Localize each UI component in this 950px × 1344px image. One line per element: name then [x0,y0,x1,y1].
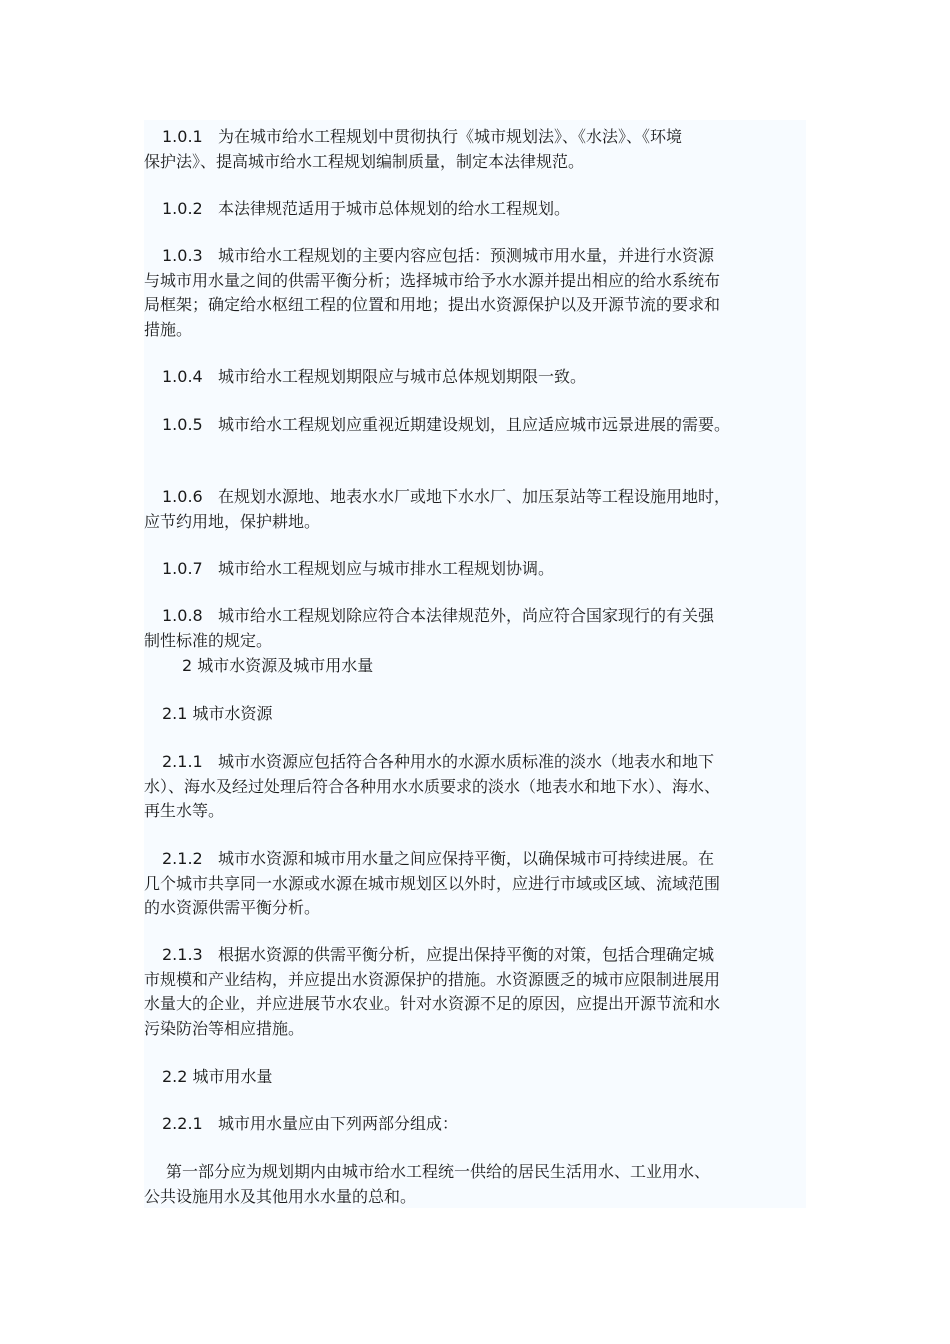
clause-number: 1.0.6 [162,487,203,506]
paragraph-text-line: 第一部分应为规划期内由城市给水工程统一供给的居民生活用水、工业用水、 [166,1162,711,1181]
paragraph-text-line: 公共设施用水及其他用水水量的总和。 [144,1186,417,1206]
clause-text-line: 制性标准的规定。 [144,630,273,650]
clause-text-line: 的水资源供需平衡分析。 [144,898,321,917]
clause-text-line: 保护法》、提高城市给水工程规划编制质量，制定本法律规范。 [144,151,585,171]
clause-text-line: 为在城市给水工程规划中贯彻执行《城市规划法》、《水法》、《环境 [217,127,682,146]
clause-number: 1.0.8 [162,606,203,625]
clause-text-line: 再生水等。 [144,801,225,820]
clause-1-0-5 [144,413,820,438]
clause-text-line: 措施。 [144,319,193,339]
document-body [144,120,806,1208]
clause-text-line: 水量大的企业，并应进展节水农业。针对水资源不足的原因，应提出开源节流和水 [144,994,721,1013]
clause-text-line: 城市用水量应由下列两部分组成： [217,1114,458,1133]
clause-text-line: 局框架；确定给水枢纽工程的位置和用地；提出水资源保护以及开源节流的要求和 [144,295,721,314]
clause-number: 1.0.2 [162,199,203,218]
clause-number: 2.1.3 [162,945,203,964]
clause-2-1-3 [144,943,820,1041]
clause-text-line: 城市给水工程规划除应符合本法律规范外，尚应符合国家现行的有关强 [217,606,714,625]
clause-number: 1.0.3 [162,246,203,265]
paragraph-first-part [144,1160,820,1209]
clause-1-0-3 [144,244,820,342]
clause-number: 1.0.7 [162,559,203,578]
clause-text-line: 应节约用地，保护耕地。 [144,511,321,531]
clause-2-2-1 [144,1112,820,1137]
clause-text-line: 城市给水工程规划应与城市排水工程规划协调。 [217,559,554,578]
clause-1-0-2 [144,197,820,222]
clause-1-0-6 [144,485,820,534]
clause-1-0-7 [144,557,820,582]
clause-text-line: 城市水资源应包括符合各种用水的水源水质标准的淡水（地表水和地下 [217,752,714,771]
section-2-2-title: 2.2 城市用水量 [162,1067,273,1086]
clause-text-line: 城市水资源和城市用水量之间应保持平衡，以确保城市可持续进展。在 [217,849,714,868]
clause-1-0-4 [144,365,820,390]
clause-2-1-2 [144,847,820,921]
section-2-1-title: 2.1 城市水资源 [162,704,273,723]
clause-1-0-1 [144,125,820,174]
chapter-2-title: 2 城市水资源及城市用水量 [182,656,374,675]
clause-2-1-1 [144,750,820,824]
clause-text-line: 污染防治等相应措施。 [144,1018,305,1038]
clause-number: 2.1.1 [162,752,203,771]
clause-text-line: 市规模和产业结构，并应提出水资源保护的措施。水资源匮乏的城市应限制进展用 [144,969,721,989]
clause-text-line: 城市给水工程规划应重视近期建设规划，且应适应城市远景进展的需要。 [217,415,730,434]
clause-text-line: 城市给水工程规划期限应与城市总体规划期限一致。 [217,367,586,386]
clause-text-line: 在规划水源地、地表水水厂或地下水水厂、加压泵站等工程设施用地时， [217,487,730,506]
clause-number: 1.0.5 [162,415,203,434]
clause-number: 1.0.4 [162,367,203,386]
clause-number: 1.0.1 [162,127,203,146]
clause-text-line: 与城市用水量之间的供需平衡分析；选择城市给予水水源并提出相应的给水系统布 [144,270,721,290]
clause-text-line: 几个城市共享同一水源或水源在城市规划区以外时，应进行市域或区域、流域范围 [144,873,721,893]
clause-number: 2.2.1 [162,1114,203,1133]
clause-text-line: 城市给水工程规划的主要内容应包括：预测城市用水量，并进行水资源 [217,246,714,265]
clause-text-line: 本法律规范适用于城市总体规划的给水工程规划。 [217,199,570,218]
clause-number: 2.1.2 [162,849,203,868]
clause-text-line: 根据水资源的供需平衡分析，应提出保持平衡的对策，包括合理确定城 [217,945,714,964]
clause-1-0-8 [144,604,820,653]
clause-text-line: 水）、海水及经过处理后符合各种用水水质要求的淡水（地表水和地下水）、海水、 [144,776,721,796]
